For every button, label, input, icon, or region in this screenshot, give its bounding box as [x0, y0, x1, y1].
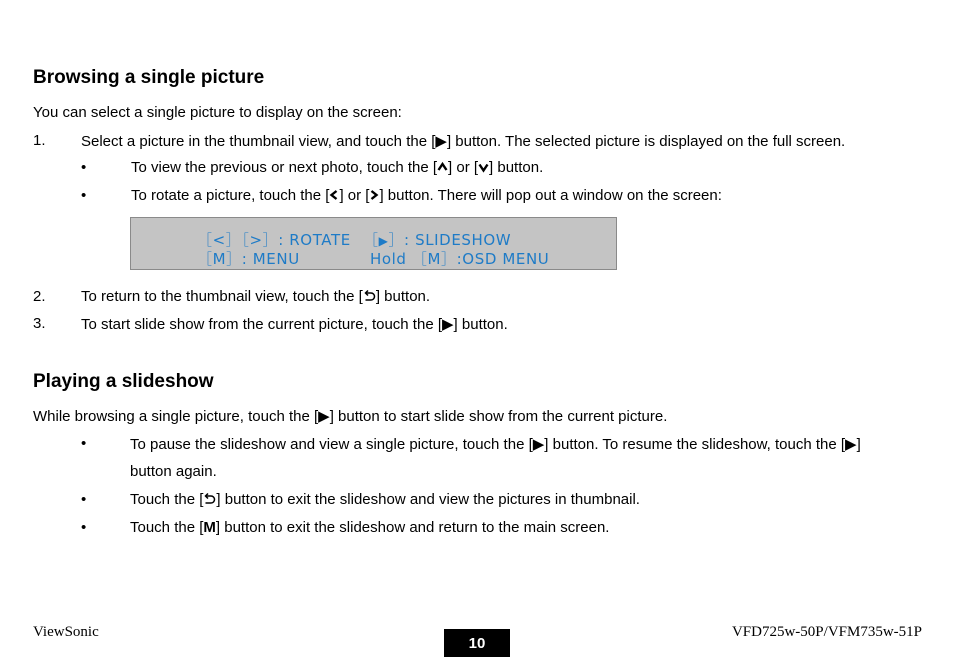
bullet-exit-thumbnail: Touch the [ ] button to exit the slideshow and view the pictures in thumbnail.	[130, 491, 640, 508]
bullet-exit-main: Touch the [M] button to exit the slideshow and return to the main screen.	[130, 519, 610, 536]
bullet-rotate: To rotate a picture, touch the [ ] or [ ] button. There will pop out a window on the screen:	[131, 187, 722, 204]
play-icon: ▶	[845, 436, 857, 453]
bullet-marker: •	[81, 187, 87, 204]
menu-key-label: M	[203, 519, 216, 536]
osd-slideshow-label: ［▶］: SLIDESHOW	[363, 231, 512, 249]
bullet-previous-next: To view the previous or next photo, touch the [ ] or [ ] button.	[131, 159, 544, 176]
return-arrow-icon	[203, 492, 216, 505]
step-number: 3.	[33, 315, 46, 332]
intro-browsing: You can select a single picture to display on the screen:	[33, 104, 402, 121]
osd-hold-menu-label: Hold ［M］:OSD MENU	[370, 250, 550, 268]
return-arrow-icon	[363, 289, 376, 302]
osd-rotate-label: ［<］［>］: ROTATE	[197, 231, 351, 249]
intro-slideshow: While browsing a single picture, touch the [▶] button to start slide show from the current picture.	[33, 408, 668, 425]
play-icon: ▶	[435, 133, 447, 150]
step-2-text: To return to the thumbnail view, touch the [ ] button.	[81, 288, 431, 305]
step-number: 1.	[33, 132, 46, 149]
right-chevron-icon	[369, 189, 379, 201]
step-number: 2.	[33, 288, 46, 305]
osd-menu-label: ［M］: MENU	[197, 250, 300, 268]
step-1-text: Select a picture in the thumbnail view, and touch the [▶] button. The selected picture is displayed on the full screen.	[81, 133, 846, 150]
section-title-slideshow: Playing a slideshow	[33, 371, 214, 392]
left-chevron-icon	[329, 189, 339, 201]
bullet-marker: •	[81, 435, 87, 452]
page-number: 10	[444, 629, 510, 657]
footer-model: VFD725w-50P/VFM735w-51P	[731, 624, 922, 640]
osd-window	[130, 217, 617, 270]
bullet-pause-continued: button again.	[130, 463, 217, 480]
bullet-marker: •	[81, 519, 87, 536]
step-3-text: To start slide show from the current picture, touch the [▶] button.	[81, 316, 508, 333]
down-chevron-icon	[478, 161, 489, 173]
play-icon: ▶	[532, 436, 545, 453]
play-icon: ▶	[378, 234, 389, 248]
section-title-browsing: Browsing a single picture	[33, 67, 265, 88]
play-icon: ▶	[442, 316, 454, 333]
play-icon: ▶	[318, 408, 330, 425]
bullet-marker: •	[81, 491, 87, 508]
footer-brand: ViewSonic	[33, 624, 99, 640]
bullet-pause: To pause the slideshow and view a single picture, touch the [▶] button. To resume the slideshow, touch the [▶]	[130, 436, 861, 453]
bullet-marker: •	[81, 159, 87, 176]
up-chevron-icon	[437, 161, 448, 173]
